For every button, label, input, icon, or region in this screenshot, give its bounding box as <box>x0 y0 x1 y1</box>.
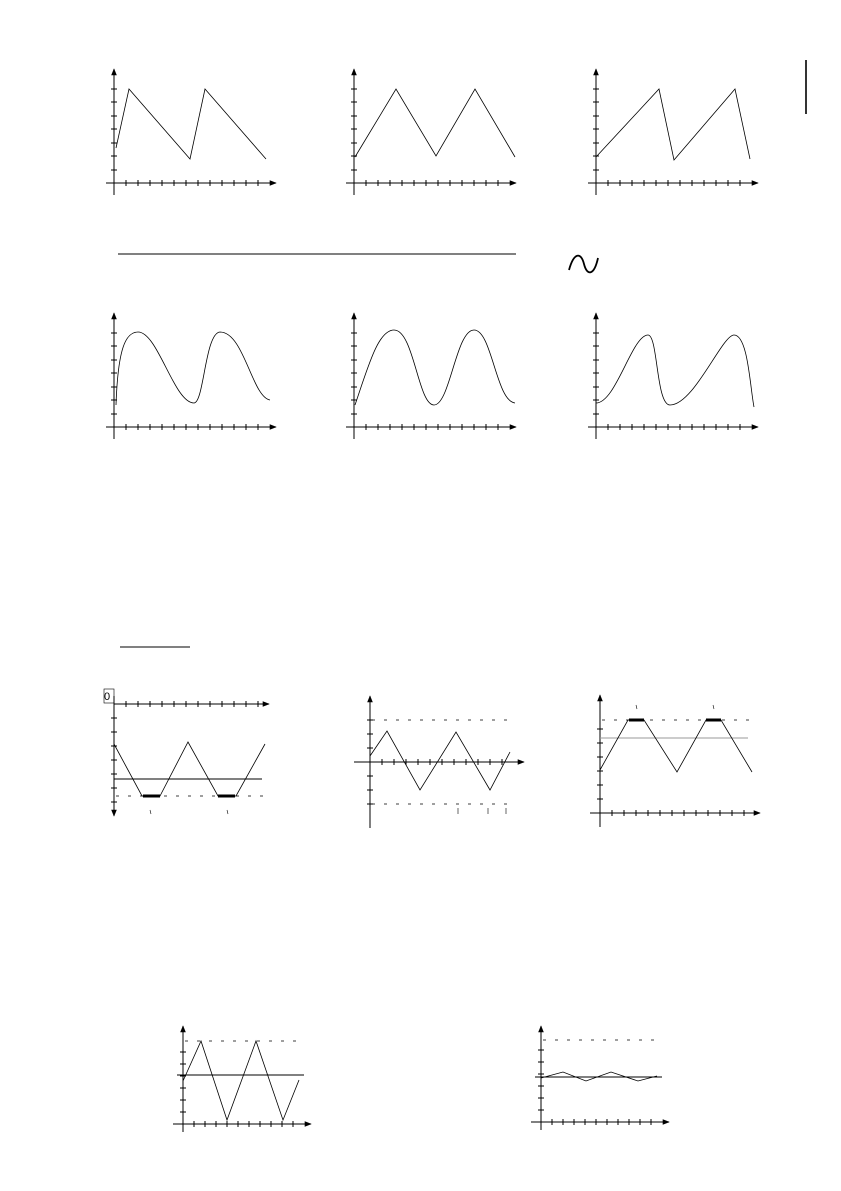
graph-smooth-right <box>588 313 758 439</box>
zero-label: 0 <box>104 691 111 703</box>
graph-top-middle <box>346 69 516 195</box>
waveform-trace <box>183 1041 299 1120</box>
graph-smooth-middle <box>346 313 516 439</box>
tick-mark <box>150 810 151 814</box>
waveform-trace <box>596 335 754 407</box>
waveform-trace <box>355 89 515 157</box>
waveform-trace <box>116 89 266 159</box>
tick-mark <box>227 810 228 814</box>
graph-inverted-triangle <box>104 689 269 816</box>
graph-top-left <box>106 69 276 195</box>
ac-sine-icon <box>569 256 598 273</box>
waveform-trace <box>116 332 270 405</box>
waveform-trace <box>370 731 510 790</box>
waveform-trace <box>114 742 265 796</box>
waveform-trace <box>596 89 750 160</box>
tick-mark <box>636 705 637 709</box>
tick-mark <box>713 705 714 709</box>
waveform-trace <box>600 720 752 772</box>
graph-top-right <box>588 69 758 195</box>
graph-centered-triangle <box>354 696 524 828</box>
graph-full-swing-triangle <box>173 1026 311 1132</box>
graph-small-ripple <box>531 1026 669 1130</box>
graph-smooth-left <box>106 313 276 439</box>
graph-clipped-triangle <box>590 695 760 827</box>
waveform-trace <box>355 330 515 405</box>
